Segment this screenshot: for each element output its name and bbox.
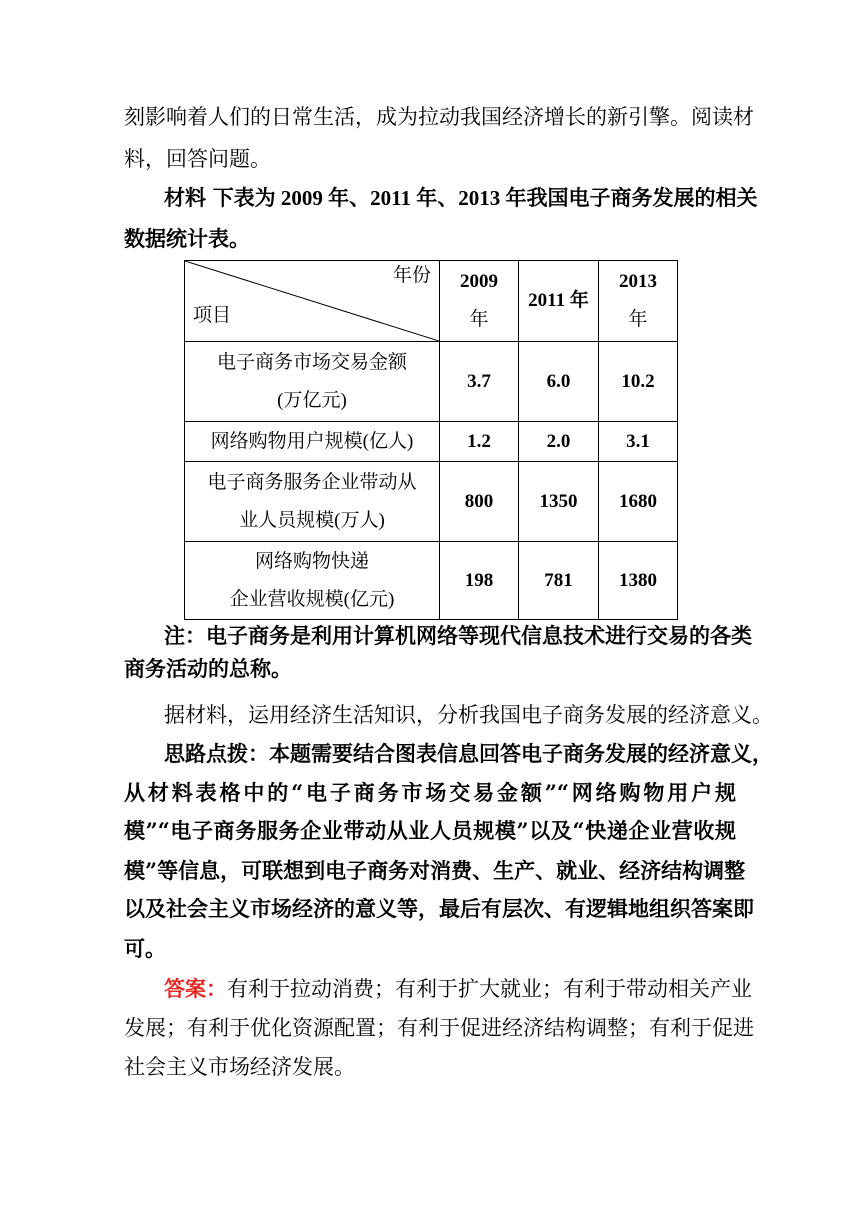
answer-line-3: 社会主义市场经济发展。 bbox=[124, 1055, 355, 1079]
hint-label: 思路点拨： bbox=[164, 741, 269, 766]
row-item-cell: 网络购物快递 企业营收规模(亿元) bbox=[185, 542, 440, 620]
table-header-row bbox=[185, 261, 678, 342]
material-label: 材料 bbox=[164, 185, 206, 210]
value-cell: 10.2 bbox=[599, 342, 678, 422]
hint-line-2: 从材料表格中的“电子商务市场交易金额”“网络购物用户规 bbox=[124, 780, 736, 805]
year-header: 2011 年 bbox=[519, 261, 599, 342]
hint-line-5: 以及社会主义市场经济的意义等，最后有层次、有逻辑地组织答案即 bbox=[124, 896, 754, 921]
question-text: 据材料，运用经济生活知识，分析我国电子商务发展的经济意义。 bbox=[164, 703, 773, 727]
material-line-1 bbox=[164, 185, 758, 211]
table-row bbox=[185, 542, 678, 620]
row-item-cell: 电子商务服务企业带动从 业人员规模(万人) bbox=[185, 462, 440, 542]
hint-line-4: 模”等信息，可联想到电子商务对消费、生产、就业、经济结构调整 bbox=[124, 858, 746, 883]
value-cell: 1680 bbox=[599, 462, 678, 542]
answer-line-2: 发展；有利于优化资源配置；有利于促进经济结构调整；有利于促进 bbox=[124, 1016, 754, 1040]
material-text: 下表为 2009 年、2011 年、2013 年我国电子商务发展的相关 bbox=[212, 186, 758, 210]
value-cell: 1380 bbox=[599, 542, 678, 620]
value-cell: 2.0 bbox=[519, 422, 599, 462]
value-cell: 3.7 bbox=[440, 342, 519, 422]
value-cell: 3.1 bbox=[599, 422, 678, 462]
value-cell: 1.2 bbox=[440, 422, 519, 462]
value-cell: 6.0 bbox=[519, 342, 599, 422]
answer-text: 有利于拉动消费；有利于扩大就业；有利于带动相关产业 bbox=[227, 977, 752, 1001]
table-row bbox=[185, 422, 678, 462]
hint-line-3: 模”“电子商务服务企业带动从业人员规模”以及“快递企业营收规 bbox=[124, 818, 736, 843]
answer-line-1 bbox=[164, 976, 752, 1002]
hint-line-6: 可。 bbox=[124, 936, 166, 961]
corner-item-label: 项目 bbox=[193, 305, 232, 326]
row-item-cell: 网络购物用户规模(亿人) bbox=[185, 422, 440, 462]
corner-year-label: 年份 bbox=[392, 265, 431, 286]
intro-line-1: 刻影响着人们的日常生活，成为拉动我国经济增长的新引擎。阅读材 bbox=[124, 105, 754, 129]
year-header: 2009 年 bbox=[440, 261, 519, 342]
value-cell: 198 bbox=[440, 542, 519, 620]
answer-label: 答案： bbox=[164, 976, 227, 1001]
value-cell: 800 bbox=[440, 462, 519, 542]
ecommerce-data-table bbox=[184, 260, 678, 620]
value-cell: 781 bbox=[519, 542, 599, 620]
hint-line-1 bbox=[164, 741, 773, 767]
year-header: 2013 年 bbox=[599, 261, 678, 342]
table-row bbox=[185, 342, 678, 422]
intro-line-2: 料，回答问题。 bbox=[124, 147, 271, 171]
note-line-2: 商务活动的总称。 bbox=[124, 656, 292, 681]
table-corner-cell bbox=[185, 261, 440, 342]
hint-text: 本题需要结合图表信息回答电子商务发展的经济意义， bbox=[269, 741, 773, 766]
row-item-cell: 电子商务市场交易金额 (万亿元) bbox=[185, 342, 440, 422]
value-cell: 1350 bbox=[519, 462, 599, 542]
table-row bbox=[185, 462, 678, 542]
note-line-1: 注：电子商务是利用计算机网络等现代信息技术进行交易的各类 bbox=[164, 623, 752, 648]
material-line-2: 数据统计表。 bbox=[124, 226, 250, 251]
